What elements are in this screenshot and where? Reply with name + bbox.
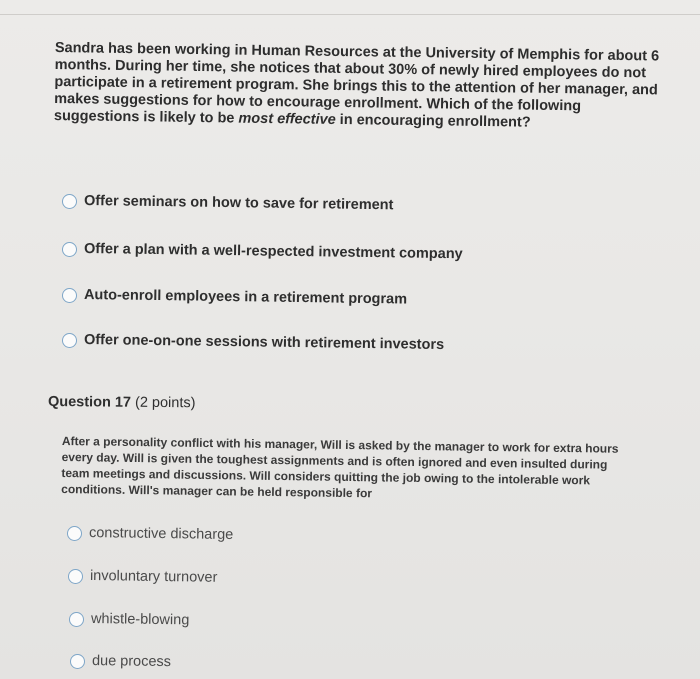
q17-option-label: due process	[91, 653, 172, 671]
question-16-prompt-end: in encouraging enrollment?	[335, 111, 531, 131]
q17-option-label: whistle-blowing	[90, 611, 190, 629]
q16-option-label: Auto-enroll employees in a retirement program	[83, 287, 408, 308]
question-16-prompt	[54, 40, 665, 134]
q16-option-label: Offer a plan with a well-respected investment company	[83, 241, 463, 263]
question-16-emphasis: most effective	[238, 110, 336, 128]
top-divider	[0, 14, 700, 15]
q16-option-1[interactable]	[62, 193, 394, 214]
q17-option-2[interactable]	[68, 568, 217, 584]
radio-button[interactable]	[62, 333, 77, 348]
q16-option-3[interactable]	[62, 287, 408, 308]
radio-button[interactable]	[62, 242, 77, 257]
question-17-header	[48, 394, 196, 411]
q17-option-3[interactable]	[69, 611, 189, 627]
radio-button[interactable]	[68, 569, 83, 584]
radio-button[interactable]	[70, 654, 85, 669]
question-17-prompt: After a personality conflict with his manager, Will is asked by the manager to work for extra hours every day. Will is given the toughest assignments and is often ignored and even insulted during team meetings and discussions. Will considers quitting the job owing to the intolerable work conditions. Will's manager can be held responsible for	[61, 433, 619, 501]
radio-button[interactable]	[62, 288, 77, 303]
radio-button[interactable]	[69, 612, 84, 627]
q17-option-4[interactable]	[70, 653, 171, 669]
q17-option-label: constructive discharge	[88, 525, 234, 544]
radio-button[interactable]	[67, 526, 82, 541]
q16-option-label: Offer one-on-one sessions with retirement investors	[83, 332, 445, 354]
question-number: Question 17	[47, 394, 132, 411]
q16-option-4[interactable]	[62, 332, 445, 354]
question-points: (2 points)	[134, 394, 196, 412]
q17-option-label: involuntary turnover	[89, 568, 218, 586]
question-16-prompt-text: Sandra has been working in Human Resources at the University of Memphis for about 6 months. During her time, she notices that about 30% of newly hired employees do not participate in a retirement program. She brings this to the attention of her manager, and makes suggestions for how to encourage enrollment. Which of the following suggestions is likely to be	[53, 40, 660, 127]
q16-option-2[interactable]	[62, 241, 463, 263]
radio-button[interactable]	[62, 194, 77, 209]
q17-option-1[interactable]	[67, 525, 234, 544]
q16-option-label: Offer seminars on how to save for retirement	[83, 193, 394, 214]
